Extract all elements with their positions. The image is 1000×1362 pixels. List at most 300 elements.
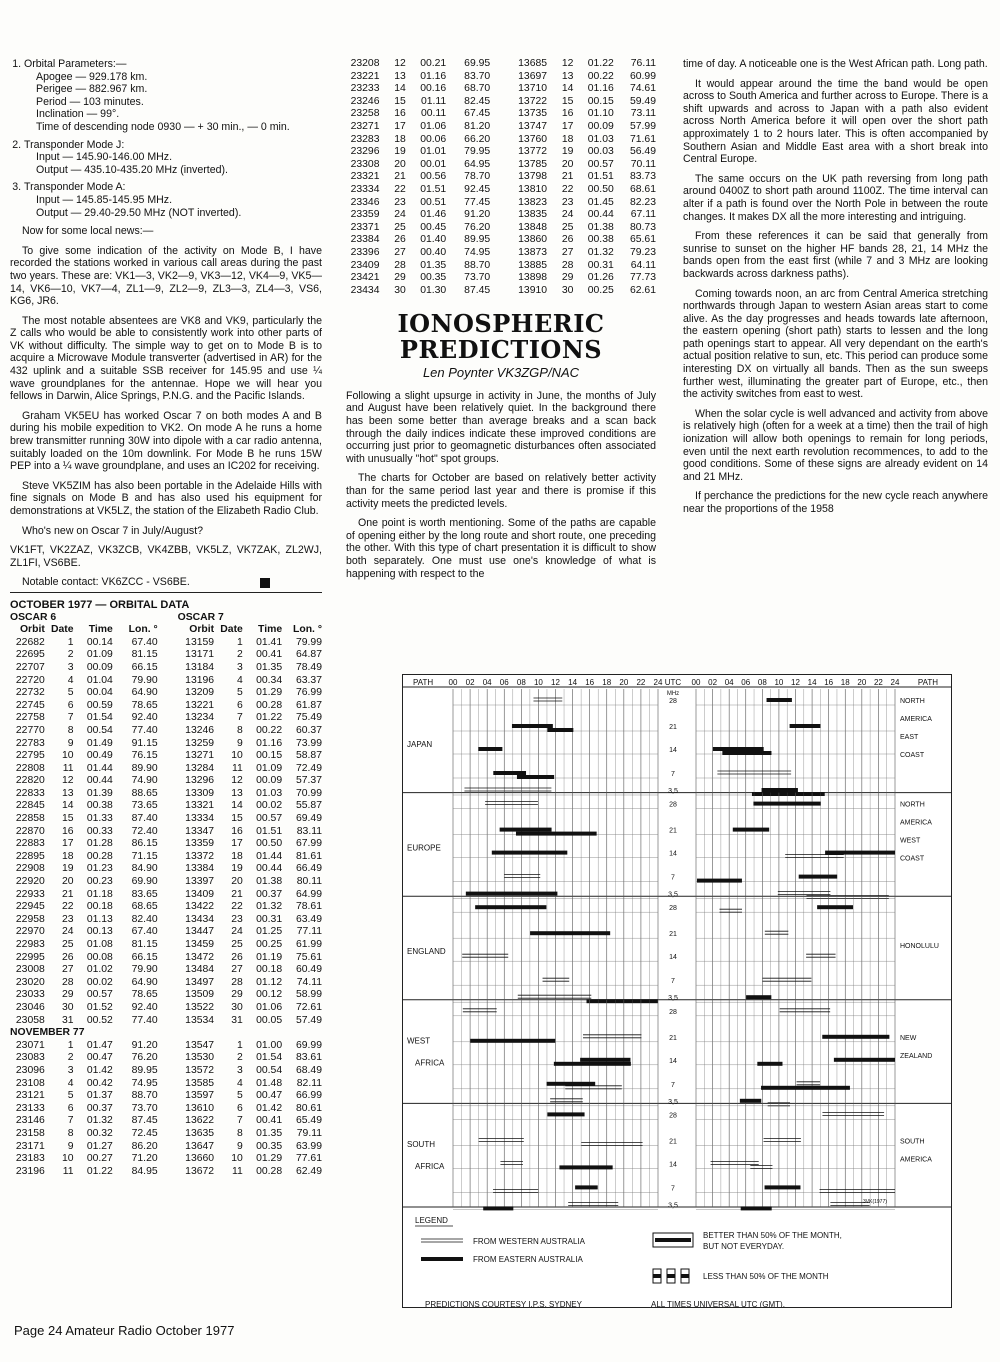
- param-line: Time of descending node 0930 — + 30 min., — 0 min.: [36, 120, 290, 133]
- orbit-cell: 01.28: [86, 838, 113, 850]
- propagation-bar: [740, 1099, 761, 1103]
- orbit-cell: 22: [561, 183, 574, 195]
- orbit-cell: 13835: [518, 209, 548, 221]
- orbit-cell: 01.35: [256, 1127, 283, 1139]
- orbit-cell: 01.16: [587, 83, 614, 95]
- orbit-row: [346, 71, 656, 84]
- orbit-cell: 00.02: [86, 976, 113, 988]
- hour-label-left: 18: [602, 678, 612, 687]
- orbit-cell: 01.22: [86, 1165, 113, 1177]
- orbit-cell: 79.90: [131, 674, 158, 686]
- orbit-cell: 23: [561, 196, 574, 208]
- orbit-cell: 57.37: [295, 775, 322, 787]
- orbit-row: [10, 851, 322, 864]
- paragraph: From these references it can be said that generally from sunrise to sunset on the higher HF bands 28, 21, 14 MHz the bands open from the east first (while 7 and 3 MHz are looking backwards across darkness paths).: [683, 230, 988, 280]
- orbit-cell: 30: [231, 1001, 243, 1013]
- orbit-cell: 00.03: [587, 146, 614, 158]
- orbit-cell: 4: [237, 1077, 243, 1089]
- orbit-cell: 22970: [15, 926, 45, 938]
- orbit-row: [10, 1040, 322, 1053]
- propagation-bar: [493, 771, 526, 775]
- propagation-bar: [753, 802, 820, 806]
- orbit-cell: 23371: [350, 221, 380, 233]
- orbit-cell: 76.15: [131, 750, 158, 762]
- orbit-cell: 24: [394, 209, 406, 221]
- orbit-cell: 2: [67, 649, 74, 661]
- orbit-cell: 23033: [15, 989, 45, 1001]
- orbit-cell: 61.99: [295, 939, 322, 950]
- orbit-cell: 01.32: [587, 246, 614, 258]
- orbit-cell: 72.61: [295, 1001, 322, 1013]
- parameters-list: [10, 58, 322, 219]
- orbit-cell: 27: [231, 964, 243, 976]
- orbit-row: [10, 952, 322, 965]
- orbit-row: [346, 108, 656, 121]
- orbit-cell: 13372: [185, 850, 215, 862]
- propagation-bar: [761, 1086, 850, 1090]
- propagation-bar: [752, 792, 825, 796]
- orbit-cell: 00.14: [86, 636, 113, 648]
- propagation-bar: [817, 905, 853, 909]
- orbit-row: [346, 171, 656, 184]
- orbit-cell: 00.18: [86, 901, 113, 913]
- title-line-1: IONOSPHERIC: [397, 309, 605, 339]
- hour-label-right: 12: [791, 678, 800, 687]
- orbit-cell: 13347: [185, 825, 215, 837]
- orbit-cell: 00.31: [256, 913, 283, 925]
- orbit-row: [10, 662, 322, 675]
- orbit-cell: 01.45: [587, 196, 614, 208]
- orbit-cell: 01.22: [587, 58, 614, 69]
- orbit-row: [346, 146, 656, 159]
- paragraph: It would appear around the time the band would be open across to South America and further across to Europe. There is a shift upwards and across to Japan with a path also evident across North America before it will open over the short path approximately 1 to 2 hours later. This is often accompanied by Southern Asian and Middle East area with a short break into Central Europe.: [683, 77, 988, 166]
- orbit-cell: 21: [61, 888, 74, 900]
- orbit-cell: 13296: [185, 775, 215, 787]
- orbit-cell: 18: [231, 850, 243, 862]
- orbit-cell: 00.50: [587, 183, 614, 195]
- orbit-cell: 01.00: [256, 1039, 283, 1051]
- orbit-cell: 01.38: [587, 221, 614, 233]
- band-label: 3,5: [668, 1202, 678, 1210]
- orbit-row: [10, 1141, 322, 1154]
- orbit-cell: 00.09: [587, 120, 614, 132]
- orbit-cell: 22745: [15, 699, 45, 711]
- propagation-bar: [697, 879, 742, 883]
- orbit-cell: 21: [394, 171, 406, 183]
- path-panel: [403, 896, 951, 1003]
- orbit-cell: 80.61: [295, 1102, 322, 1114]
- orbit-cell: 23183: [15, 1153, 45, 1165]
- orbit-cell: 00.28: [86, 850, 113, 862]
- orbit-cell: 00.09: [256, 775, 283, 787]
- paragraph: Graham VK5EU has worked Oscar 7 on both modes A and B during his mobile expedition to VK2. On mode A he runs a home brew transmitter running 30W into dipole with a car radio antenna, suitably loaded on the 10m downlink. For Mode B he runs 15W PEP into a ¼ wave groundplane, and uses an IC202 for receiving.: [10, 409, 322, 473]
- right-path-label: ZEALAND: [900, 1052, 933, 1060]
- orbit-row: [10, 926, 322, 939]
- orbit-cell: 00.42: [86, 1077, 113, 1089]
- orbit-cell: 80.11: [296, 876, 322, 888]
- orbit-row: [10, 813, 322, 826]
- orbit-cell: 63.49: [295, 913, 322, 925]
- propagation-bar: [475, 905, 546, 909]
- orbit-cell: 13873: [518, 246, 548, 258]
- orbit-cell: 12: [561, 58, 574, 69]
- orbit-row: [10, 838, 322, 851]
- propagation-bar: [741, 1206, 772, 1210]
- orbit-cell: 13221: [185, 699, 215, 711]
- orbit-cell: 00.25: [256, 939, 283, 950]
- orbit-cell: 81.20: [464, 120, 491, 132]
- orbit-cell: 01.16: [420, 70, 447, 82]
- orbit-cell: 68.49: [295, 1064, 322, 1076]
- orbit-cell: 22983: [15, 939, 45, 950]
- orbital-table-continued: [346, 58, 656, 297]
- right-path-label: NORTH: [900, 801, 925, 809]
- propagation-bar: [580, 1058, 630, 1062]
- orbit-cell: 00.32: [86, 1127, 113, 1139]
- orbit-cell: 25: [561, 221, 574, 233]
- paragraph: One point is worth mentioning. Some of the paths are capable of opening either by the long route and short route, one preceding the other. With this type of chart presentation it is difficult to show both separately. One must use one's knowledge of what is happening with respect to the: [346, 517, 656, 580]
- orbit-cell: 6: [237, 699, 243, 711]
- left-path-label: ENGLAND: [407, 947, 446, 956]
- orbit-row: [10, 901, 322, 914]
- orbit-cell: 00.35: [420, 272, 447, 284]
- orbit-row: [10, 788, 322, 801]
- orbit-cell: 01.37: [86, 1090, 113, 1102]
- orbit-cell: 13271: [185, 750, 215, 762]
- predictions-chart-svg: [403, 675, 951, 1307]
- orbit-row: [10, 826, 322, 839]
- orbit-cell: 13610: [185, 1102, 215, 1114]
- orbit-cell: 22958: [15, 913, 45, 925]
- orbit-cell: 57.99: [629, 120, 656, 132]
- orbit-cell: 16: [231, 825, 243, 837]
- orbit-cell: 00.22: [256, 724, 283, 736]
- orbit-cell: 01.03: [256, 787, 283, 799]
- notable-contact: [10, 576, 322, 589]
- orbit-cell: 88.70: [131, 1090, 158, 1102]
- orbit-cell: 8: [237, 1127, 243, 1139]
- orbit-cell: 01.11: [420, 95, 447, 107]
- orbit-row: [346, 260, 656, 273]
- chart-signature: 3VK(1977): [863, 1199, 887, 1205]
- orbit-cell: 15: [61, 813, 74, 825]
- orbit-cell: 01.06: [420, 120, 447, 132]
- orbit-row: [10, 876, 322, 889]
- orbit-cell: 82.45: [464, 95, 491, 107]
- orbit-cell: 67.11: [630, 209, 656, 221]
- orbit-cell: 79.95: [464, 146, 491, 158]
- orbit-row: [10, 964, 322, 977]
- left-path-label: WEST: [407, 1036, 431, 1046]
- propagation-bar: [834, 1058, 895, 1062]
- orbit-cell: 22858: [15, 813, 45, 825]
- right-path-label: HONOLULU: [900, 943, 939, 951]
- left-path-label: SOUTH: [407, 1140, 435, 1150]
- orbit-cell: 01.12: [256, 976, 283, 988]
- propagation-bar: [516, 832, 597, 836]
- orbit-cell: 23271: [350, 120, 380, 132]
- orbit-cell: 30: [394, 284, 406, 296]
- orbit-cell: 22707: [15, 661, 45, 673]
- orbit-cell: 13572: [185, 1064, 215, 1076]
- orbit-row: [346, 184, 656, 197]
- orbit-cell: 15: [231, 813, 243, 825]
- orbit-row: [10, 687, 322, 700]
- orbit-cell: 00.41: [256, 1115, 283, 1127]
- right-path-label: AMERICA: [900, 1156, 932, 1164]
- param-line: 1. Orbital Parameters:—: [24, 58, 127, 70]
- orbit-cell: 01.33: [86, 813, 113, 825]
- transponder-mode-a: [24, 181, 322, 219]
- column-header: Orbit: [189, 624, 215, 636]
- orbit-cell: 13647: [185, 1140, 215, 1152]
- orbit-row: [346, 272, 656, 285]
- orbit-cell: 75.49: [295, 712, 322, 724]
- propagation-bar: [559, 1165, 612, 1169]
- propagation-bar: [586, 999, 658, 1003]
- orbit-cell: 66.15: [131, 951, 158, 963]
- orbit-cell: 13384: [185, 863, 215, 875]
- orbit-cell: 01.35: [420, 259, 447, 271]
- orbit-cell: 22945: [15, 901, 45, 913]
- orbit-row: [10, 1065, 322, 1078]
- orbit-cell: 56.49: [629, 146, 656, 158]
- orbit-cell: 13810: [518, 183, 548, 195]
- orbit-cell: 00.44: [587, 209, 614, 221]
- orbit-cell: 76.99: [295, 687, 322, 699]
- orbit-cell: 82.23: [629, 196, 656, 208]
- orbit-cell: 13622: [185, 1115, 215, 1127]
- path-panel: [403, 1000, 951, 1106]
- orbit-cell: 22833: [15, 787, 45, 799]
- orbit-cell: 18: [61, 850, 74, 862]
- orbit-cell: 01.19: [256, 951, 283, 963]
- orbit-cell: 20: [231, 876, 243, 888]
- column-3: [683, 58, 988, 523]
- orbit-cell: 13772: [518, 146, 548, 158]
- param-line: Input — 145.85-145.95 MHz.: [36, 193, 173, 206]
- hour-label-right: 24: [890, 678, 900, 687]
- notable-contact-text: Notable contact: VK6ZCC - VS6BE.: [22, 576, 190, 589]
- orbit-cell: 00.31: [587, 259, 614, 271]
- param-line: Inclination — 99°.: [36, 108, 120, 121]
- orbit-cell: 30: [61, 1001, 74, 1013]
- orbit-cell: 68.65: [131, 901, 158, 913]
- orbit-cell: 23334: [350, 183, 380, 195]
- orbit-cell: 00.45: [420, 221, 447, 233]
- orbit-cell: 10: [61, 750, 74, 762]
- orbit-cell: 23046: [15, 1001, 45, 1013]
- orbit-cell: 60.37: [295, 724, 322, 736]
- orbit-cell: 55.87: [295, 800, 322, 812]
- orbit-cell: 01.01: [420, 146, 447, 158]
- orbit-cell: 73.11: [630, 108, 656, 120]
- orbit-row: [10, 989, 322, 1002]
- orbit-cell: 74.11: [296, 976, 322, 988]
- orbit-cell: 14: [394, 83, 406, 95]
- predictions-courtesy: PREDICTIONS COURTESY I.P.S. SYDNEY: [425, 1300, 582, 1307]
- orbit-cell: 01.06: [256, 1001, 283, 1013]
- orbit-cell: 22783: [15, 737, 45, 749]
- orbit-cell: 23158: [15, 1127, 45, 1139]
- orbit-cell: 13534: [185, 1014, 215, 1026]
- orbit-cell: 83.73: [629, 171, 656, 183]
- orbit-cell: 1: [237, 636, 243, 648]
- orbit-cell: 66.49: [295, 863, 322, 875]
- orbit-cell: 13910: [518, 284, 548, 296]
- band-label: 28: [669, 801, 677, 809]
- right-path-label: NORTH: [900, 698, 925, 705]
- orbit-cell: 23171: [15, 1140, 45, 1152]
- orbit-cell: 71.15: [131, 850, 158, 862]
- orbit-row: [10, 1115, 322, 1128]
- orbit-cell: 22845: [15, 800, 45, 812]
- orbit-row: [10, 1052, 322, 1065]
- param-line: 3. Transponder Mode A:: [24, 181, 126, 194]
- orbit-cell: 13672: [185, 1165, 215, 1177]
- orbit-cell: 00.44: [86, 775, 113, 787]
- propagation-bar: [470, 1039, 555, 1043]
- orbit-cell: 23008: [15, 964, 45, 976]
- oscar-header-row: [10, 612, 322, 625]
- orbit-cell: 89.95: [131, 1064, 158, 1076]
- orbit-row: [10, 1002, 322, 1015]
- orbit-row: [10, 712, 322, 725]
- orbit-cell: 61.87: [295, 699, 322, 711]
- orbit-cell: 23221: [350, 70, 380, 82]
- propagation-bar: [765, 1185, 801, 1189]
- orbit-cell: 01.22: [256, 712, 283, 724]
- orbit-cell: 01.39: [86, 787, 113, 799]
- orbit-cell: 27: [394, 246, 406, 258]
- orbit-cell: 27: [61, 964, 74, 976]
- orbit-cell: 23359: [350, 209, 380, 221]
- propagation-bar: [517, 775, 554, 779]
- orbit-row: [10, 1153, 322, 1166]
- orbit-cell: 01.10: [587, 108, 614, 120]
- orbit-cell: 00.47: [256, 1090, 283, 1102]
- orbit-cell: 23296: [350, 146, 380, 158]
- orbit-cell: 28: [394, 259, 406, 271]
- orbit-cell: 10: [61, 1153, 74, 1165]
- orbit-cell: 5: [237, 1090, 243, 1102]
- orbit-row: [346, 159, 656, 172]
- orbit-cell: 9: [237, 1140, 243, 1152]
- orbit-cell: 92.45: [464, 183, 491, 195]
- orbit-cell: 00.22: [587, 70, 614, 82]
- orbit-cell: 65.61: [629, 234, 656, 246]
- orbit-cell: 13585: [185, 1077, 215, 1089]
- continued-rows: [346, 58, 656, 297]
- orbit-row: [10, 1166, 322, 1179]
- orbit-cell: 01.46: [420, 209, 447, 221]
- legend-less: LESS THAN 50% OF THE MONTH: [703, 1272, 829, 1281]
- orbit-cell: 5: [67, 1090, 74, 1102]
- orbit-row: [10, 700, 322, 713]
- orbit-cell: 86.20: [131, 1140, 158, 1152]
- orbit-cell: 13246: [185, 724, 215, 736]
- orbit-cell: 12: [61, 775, 74, 787]
- orbit-cell: 21: [231, 888, 243, 900]
- orbit-cell: 00.54: [256, 1064, 283, 1076]
- propagation-bar: [421, 1257, 463, 1261]
- orbit-cell: 13530: [185, 1052, 215, 1064]
- hour-label-left: 14: [568, 678, 578, 687]
- orbit-cell: 73.99: [295, 737, 322, 749]
- band-label: 7: [671, 771, 675, 778]
- orbit-row: [10, 800, 322, 813]
- orbit-cell: 77.61: [295, 1153, 322, 1165]
- orbit-cell: 92.40: [131, 1001, 158, 1013]
- orbit-cell: 01.04: [86, 674, 113, 686]
- left-path-label: AFRICA: [415, 1058, 445, 1068]
- orbit-row: [346, 247, 656, 260]
- orbit-cell: 8: [67, 1127, 74, 1139]
- orbit-cell: 13497: [185, 976, 215, 988]
- orbit-cell: 84.95: [131, 1165, 158, 1177]
- hour-label-right: 10: [774, 678, 784, 687]
- orbit-cell: 23196: [15, 1165, 45, 1177]
- orbit-cell: 14: [231, 800, 243, 812]
- orbit-cell: 22908: [15, 863, 45, 875]
- hour-label-left: 02: [465, 678, 475, 687]
- propagation-bar: [746, 995, 771, 999]
- orbit-cell: 01.03: [587, 133, 614, 145]
- hour-label-right: 00: [691, 678, 701, 687]
- orbit-cell: 00.06: [420, 133, 447, 145]
- orbit-cell: 00.05: [256, 1014, 283, 1026]
- orbit-cell: 7: [237, 1115, 243, 1127]
- orbit-cell: 00.57: [86, 989, 113, 1001]
- orbit-cell: 79.99: [295, 636, 322, 648]
- orbit-cell: 88.65: [131, 787, 158, 799]
- orbit-cell: 65.49: [295, 1115, 322, 1127]
- orbit-cell: 13760: [518, 133, 548, 145]
- orbit-cell: 25: [231, 939, 243, 950]
- orbit-cell: 20: [561, 158, 574, 170]
- orbit-cell: 13459: [185, 939, 215, 950]
- orbit-cell: 00.04: [86, 687, 113, 699]
- orbit-row: [346, 285, 656, 298]
- orbit-cell: 00.57: [256, 813, 283, 825]
- orbital-table-october: [10, 612, 322, 1179]
- end-square-mark: [260, 578, 270, 588]
- orbit-cell: 77.11: [296, 926, 322, 938]
- orbit-cell: 13359: [185, 838, 215, 850]
- orbit-cell: 58.99: [295, 989, 322, 1001]
- orbit-cell: 00.51: [420, 196, 447, 208]
- band-label: 3,5: [668, 891, 678, 899]
- paragraph: The most notable absentees are VK8 and VK9, particularly the Z calls who would be able to consistently work into other parts of VK without difficulty. The simple way to get on to Mode B is to acquire a Microwave Module transverter (advertised in AR) for the 432 uplink and a suitable SSB receiver for 145.95 and use ¼ wave groundplanes for the antennae. Hope we will hear you fellows in Darwin, Alice Springs, P.N.G. and the Pacific Islands.: [10, 314, 322, 403]
- orbit-cell: 87.40: [131, 813, 158, 825]
- orbit-cell: 01.27: [86, 1140, 113, 1152]
- orbit-cell: 22758: [15, 712, 45, 724]
- orbit-cell: 5: [237, 687, 243, 699]
- orbit-row: [10, 1090, 322, 1103]
- oscar6-label: OSCAR 6: [10, 611, 57, 623]
- hour-label-left: 20: [619, 678, 629, 687]
- orbit-cell: 13472: [185, 951, 215, 963]
- october-rows: [10, 637, 322, 1027]
- orbit-cell: 77.45: [464, 196, 491, 208]
- orbit-cell: 76.20: [131, 1052, 158, 1064]
- orbit-row: [346, 121, 656, 134]
- orbit-cell: 73.70: [464, 272, 491, 284]
- orbit-row: [10, 863, 322, 876]
- orbit-cell: 30: [561, 284, 574, 296]
- orbit-cell: 01.13: [86, 913, 113, 925]
- orbit-cell: 62.49: [295, 1165, 322, 1177]
